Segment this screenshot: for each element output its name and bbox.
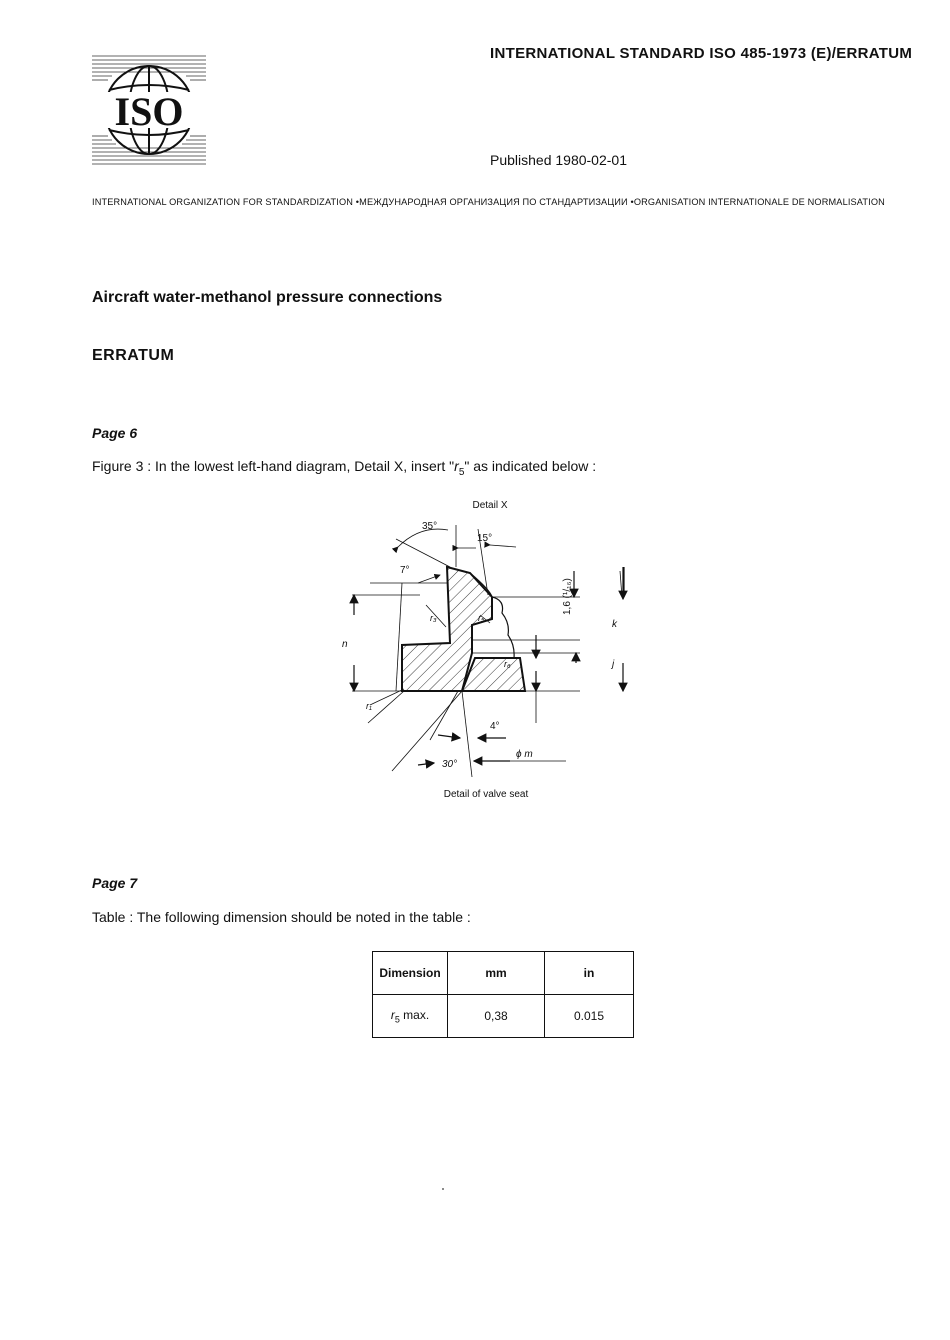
page-reference-6: Page 6 bbox=[92, 425, 138, 441]
header-in: in bbox=[545, 952, 634, 995]
label-angle-30: 30° bbox=[442, 759, 458, 770]
dim-subscript: 5 bbox=[394, 1014, 400, 1025]
instruction-prefix: Figure 3 : In the lowest left-hand diagram, Detail X, insert " bbox=[92, 458, 455, 474]
dim-symbol: r bbox=[390, 1007, 395, 1022]
figure-caption: Detail of valve seat bbox=[443, 789, 529, 800]
cell-in: 0.015 bbox=[545, 995, 634, 1038]
cell-mm: 0,38 bbox=[448, 995, 545, 1038]
published-date: Published 1980-02-01 bbox=[490, 152, 627, 168]
instruction-suffix: " as indicated below : bbox=[464, 458, 597, 474]
iso-logo bbox=[92, 52, 206, 168]
label-j: j bbox=[612, 659, 615, 670]
cell-dimension bbox=[373, 995, 448, 1038]
document-title: Aircraft water-methanol pressure connections bbox=[92, 289, 443, 306]
dim-suffix: max. bbox=[399, 1007, 430, 1022]
label-r3: r₃ bbox=[430, 613, 437, 623]
label-dim-16: 1,6 (¹/₁₆) bbox=[562, 578, 573, 615]
header-mm: mm bbox=[448, 952, 545, 995]
label-r6: r₆ bbox=[504, 659, 511, 669]
label-k: k bbox=[612, 619, 617, 630]
seat-hatched bbox=[462, 658, 525, 691]
organization-line: INTERNATIONAL ORGANIZATION FOR STANDARDIZATION •МЕЖДУНАРОДНАЯ ОРГАНИЗАЦИЯ ПО СТАНДАРТИЗАЦИИ •ORGANISATION INTERNATIONALE DE NORMALISATION bbox=[92, 197, 885, 207]
figure-title: Detail X bbox=[472, 500, 508, 511]
label-angle-35: 35° bbox=[422, 521, 438, 532]
table-row bbox=[373, 995, 634, 1038]
table-header-row bbox=[373, 952, 634, 995]
label-phi-m: ϕ m bbox=[516, 749, 533, 760]
logo-text: ISO bbox=[114, 89, 184, 134]
label-r5: r₅ bbox=[478, 613, 485, 623]
detail-x-figure bbox=[330, 495, 617, 805]
instruction-subscript: 5 bbox=[458, 466, 465, 478]
header-dimension: Dimension bbox=[373, 952, 448, 995]
dimension-table bbox=[372, 951, 634, 1038]
document-subtitle: ERRATUM bbox=[92, 347, 175, 364]
stray-dot bbox=[442, 1188, 444, 1190]
table-instruction: Table : The following dimension should be noted in the table : bbox=[92, 909, 471, 925]
label-angle-7: 7° bbox=[400, 565, 410, 576]
standard-title: INTERNATIONAL STANDARD ISO 485-1973 (E)/ERRATUM bbox=[490, 45, 913, 62]
label-angle-4: 4° bbox=[490, 721, 500, 732]
label-angle-15: 15° bbox=[477, 533, 493, 544]
label-r1: r₁ bbox=[366, 701, 372, 711]
label-n: n bbox=[342, 639, 348, 650]
instruction-symbol: r bbox=[454, 458, 459, 474]
page-reference-7: Page 7 bbox=[92, 875, 138, 891]
figure-instruction bbox=[92, 458, 596, 478]
